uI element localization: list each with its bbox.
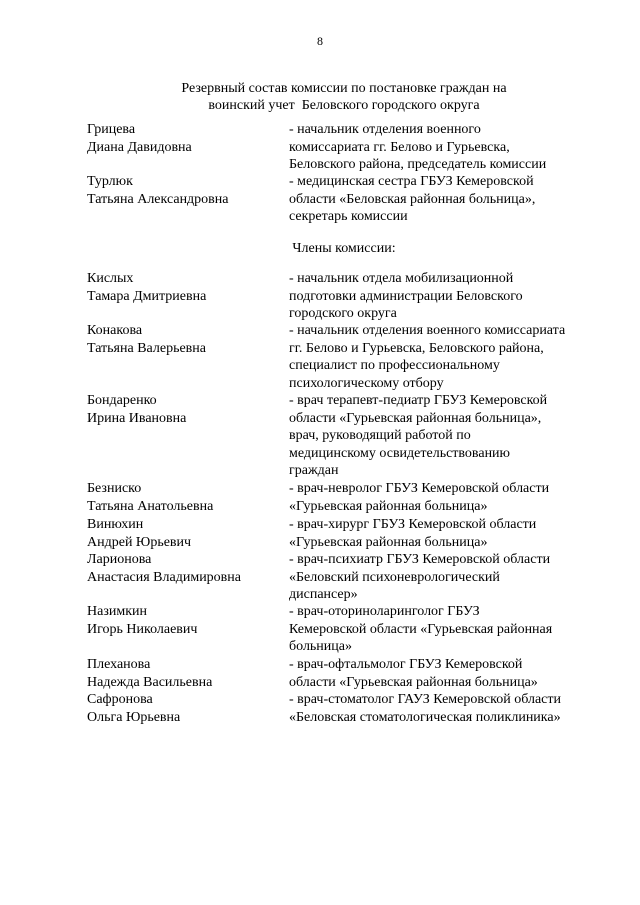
members-heading: Члены комиссии: [292,241,396,256]
role-line: городского округа [289,306,397,321]
surname: Назимкин [87,604,147,619]
role-line: подготовки администрации Беловского [289,288,523,304]
person-role [289,603,619,656]
given-names: Ирина Ивановна [87,410,187,426]
role-line: области «Гурьевская районная больница», [289,410,542,426]
given-names: Надежда Васильевна [87,674,213,690]
given-names: Татьяна Анатольевна [87,498,214,514]
surname: Конакова [87,323,143,338]
role-line: «Гурьевская районная больница» [289,498,488,514]
role-line: области «Гурьевская районная больница» [289,674,538,690]
role-line: - врач-офтальмолог ГБУЗ Кемеровской [289,657,523,672]
role-line: комиссариата гг. Белово и Гурьевска, [289,139,510,155]
person-name [87,656,277,691]
given-names: Тамара Дмитриевна [87,288,207,304]
person-role [289,270,619,323]
person-role [289,392,619,480]
role-line: диспансер» [289,587,358,602]
role-line: - врач-психиатр ГБУЗ Кемеровской области [289,552,551,567]
person-name [87,121,277,156]
title-line-1: Резервный состав комиссии по постановке граждан на [181,81,507,96]
person-name [87,603,277,638]
role-line: Кемеровской области «Гурьевская районная [289,621,553,637]
person-role [289,516,619,551]
page-number: 8 [317,34,323,48]
given-names: Диана Давидовна [87,139,192,155]
person-name [87,322,277,357]
surname: Безниско [87,481,142,496]
person-name [87,270,277,305]
person-name [87,516,277,551]
person-name [87,691,277,726]
role-line: Беловского района, председатель комиссии [289,157,547,172]
role-line: - врач-хирург ГБУЗ Кемеровской области [289,517,537,532]
person-role [289,480,619,515]
role-line: - врач-стоматолог ГАУЗ Кемеровской области [289,692,562,707]
role-line: секретарь комиссии [289,209,408,224]
given-names: Татьяна Александровна [87,191,229,207]
role-line: - врач терапевт-педиатр ГБУЗ Кемеровской [289,393,548,408]
person-name [87,480,277,515]
given-names: Андрей Юрьевич [87,534,192,550]
given-names: Игорь Николаевич [87,621,198,637]
role-line: «Беловский психоневрологический [289,569,500,585]
surname: Ларионова [87,552,152,567]
surname: Турлюк [87,174,133,189]
surname: Винюхин [87,517,144,532]
given-names: Татьяна Валерьевна [87,340,206,356]
person-role [289,691,619,726]
surname: Сафронова [87,692,153,707]
role-line: граждан [289,463,339,478]
role-line: гг. Белово и Гурьевска, Беловского района, [289,340,544,356]
person-role [289,121,619,174]
role-line: - начальник отдела мобилизационной [289,271,514,286]
role-line: специалист по профессиональному [289,358,500,373]
person-name [87,551,277,586]
surname: Грицева [87,122,136,137]
person-name [87,173,277,208]
person-role [289,551,619,604]
role-line: области «Беловская районная больница», [289,191,536,207]
surname: Бондаренко [87,393,157,408]
role-line: медицинскому освидетельствованию [289,445,511,461]
person-role [289,656,619,691]
surname: Кислых [87,271,134,286]
surname: Плеханова [87,657,151,672]
role-line: психологическому отбору [289,375,444,391]
role-line: врач, руководящий работой по [289,428,471,443]
title-line-2: воинский учет Беловского городского округа [208,98,480,113]
person-role [289,173,619,226]
person-name [87,392,277,427]
role-line: - начальник отделения военного комиссариата [289,323,566,338]
given-names: Ольга Юрьевна [87,709,181,725]
role-line: «Гурьевская районная больница» [289,534,488,550]
person-role [289,322,619,392]
role-line: «Беловская стоматологическая поликлиника» [289,709,561,725]
given-names: Анастасия Владимировна [87,569,241,585]
role-line: - медицинская сестра ГБУЗ Кемеровской [289,174,534,189]
role-line: - врач-оториноларинголог ГБУЗ [289,604,480,619]
role-line: - врач-невролог ГБУЗ Кемеровской области [289,481,550,496]
role-line: - начальник отделения военного [289,122,481,137]
role-line: больница» [289,639,352,654]
